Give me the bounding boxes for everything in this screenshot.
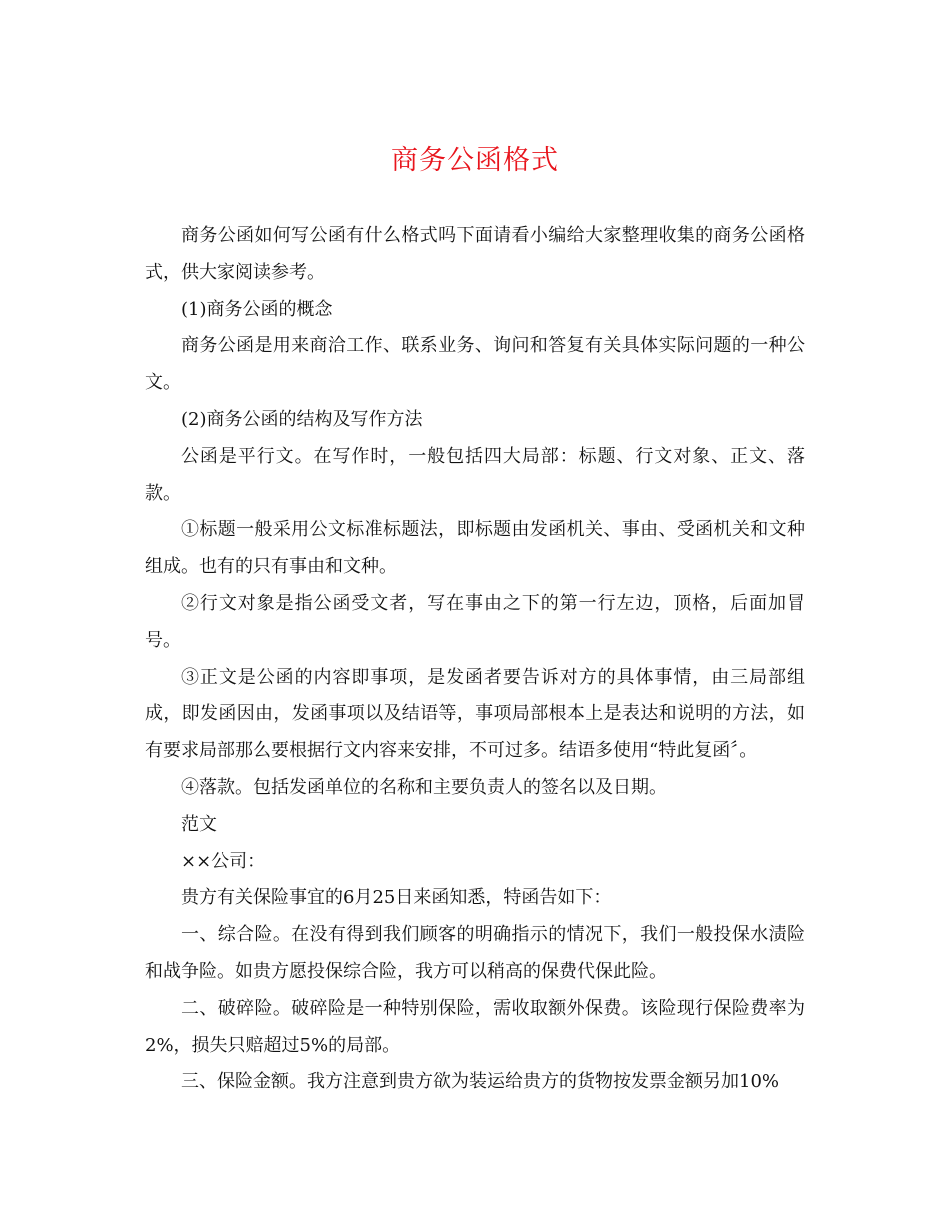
paragraph-intro: 商务公函如何写公函有什么格式吗下面请看小编给大家整理收集的商务公函格式，供大家阅读参考。 — [145, 225, 805, 283]
section-heading-structure: (2)商务公函的结构及写作方法 — [181, 408, 423, 430]
paragraph-structure: 公函是平行文。在写作时，一般包括四大局部：标题、行文对象、正文、落款。 — [145, 445, 805, 504]
document-title: 商务公函格式 — [391, 145, 559, 176]
sample-item-2: 二、破碎险。破碎险是一种特别保险，需收取额外保费。该险现行保险费率为2%，损失只赔超过5%的局部。 — [145, 997, 805, 1056]
paragraph-body-rule: ③正文是公函的内容即事项，是发函者要告诉对方的具体事情，由三局部组成，即发函因由，发函事项以及结语等，事项局部根本上是表达和说明的方法，如有要求局部那么要根据行文内容来安排，不可过多。结语多使用“特此复函〞。 — [145, 666, 805, 762]
sample-recipient: ××公司： — [181, 850, 266, 872]
sample-item-3: 三、保险金额。我方注意到贵方欲为装运给贵方的货物按发票金额另加10% — [181, 1071, 780, 1093]
paragraph-title-rule: ①标题一般采用公文标准标题法，即标题由发函机关、事由、受函机关和文种组成。也有的只有事由和文种。 — [145, 519, 805, 578]
section-heading-concept: (1)商务公函的概念 — [181, 298, 333, 320]
sample-item-1: 一、综合险。在没有得到我们顾客的明确指示的情况下，我们一般投保水渍险和战争险。如贵方愿投保综合险，我方可以稍高的保费代保此险。 — [145, 924, 805, 982]
document-body — [145, 218, 805, 1101]
paragraph-recipient-rule: ②行文对象是指公函受文者，写在事由之下的第一行左边，顶格，后面加冒号。 — [145, 592, 805, 651]
sample-opening: 贵方有关保险事宜的6月25日来函知悉，特函告如下： — [181, 887, 612, 909]
paragraph-concept: 商务公函是用来商洽工作、联系业务、询问和答复有关具体实际问题的一种公文。 — [145, 335, 805, 394]
sample-heading: 范文 — [181, 813, 217, 835]
paragraph-signature-rule: ④落款。包括发函单位的名称和主要负责人的签名以及日期。 — [181, 776, 667, 798]
